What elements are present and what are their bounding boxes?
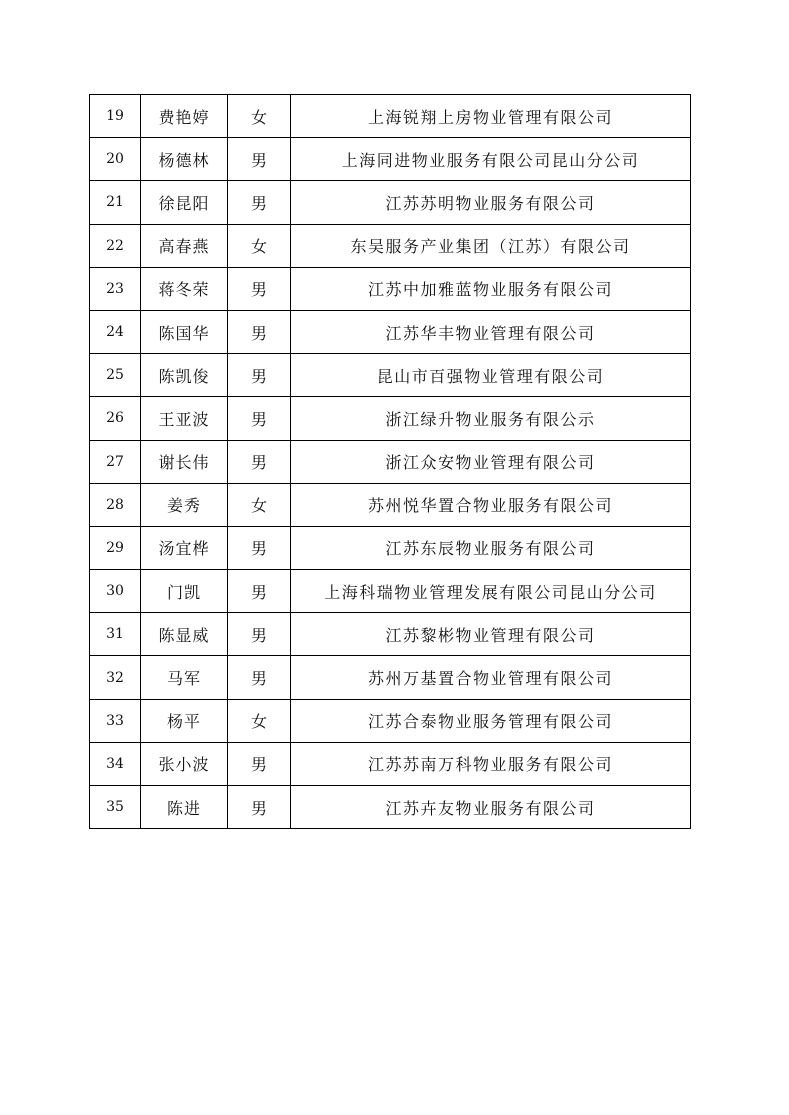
gender-cell: 男 [228, 440, 291, 483]
row-number-cell: 21 [90, 181, 141, 224]
table-row [90, 570, 691, 613]
gender-cell: 男 [228, 397, 291, 440]
gender-cell: 女 [228, 224, 291, 267]
company-cell: 昆山市百强物业管理有限公司 [291, 354, 691, 397]
company-cell: 江苏卉友物业服务有限公司 [291, 786, 691, 829]
row-number-cell: 22 [90, 224, 141, 267]
name-cell: 门凯 [141, 570, 228, 613]
row-number-cell: 23 [90, 267, 141, 310]
table-body [90, 95, 691, 829]
row-number-cell: 24 [90, 310, 141, 353]
row-number-cell: 31 [90, 613, 141, 656]
table-row [90, 224, 691, 267]
gender-cell: 男 [228, 526, 291, 569]
table-row [90, 613, 691, 656]
gender-cell: 男 [228, 656, 291, 699]
name-cell: 汤宜桦 [141, 526, 228, 569]
row-number-cell: 27 [90, 440, 141, 483]
name-cell: 马军 [141, 656, 228, 699]
name-cell: 蒋冬荣 [141, 267, 228, 310]
name-cell: 杨平 [141, 699, 228, 742]
row-number-cell: 33 [90, 699, 141, 742]
row-number-cell: 34 [90, 742, 141, 785]
table-row [90, 267, 691, 310]
table-row [90, 181, 691, 224]
name-cell: 陈显威 [141, 613, 228, 656]
gender-cell: 男 [228, 354, 291, 397]
company-cell: 上海同进物业服务有限公司昆山分公司 [291, 138, 691, 181]
company-cell: 上海锐翔上房物业管理有限公司 [291, 95, 691, 138]
table-row [90, 786, 691, 829]
company-cell: 江苏中加雅蓝物业服务有限公司 [291, 267, 691, 310]
row-number-cell: 35 [90, 786, 141, 829]
row-number-cell: 26 [90, 397, 141, 440]
gender-cell: 男 [228, 570, 291, 613]
table-row [90, 310, 691, 353]
name-cell: 徐昆阳 [141, 181, 228, 224]
gender-cell: 男 [228, 613, 291, 656]
row-number-cell: 25 [90, 354, 141, 397]
name-cell: 陈国华 [141, 310, 228, 353]
name-cell: 杨德林 [141, 138, 228, 181]
table-row [90, 742, 691, 785]
name-cell: 张小波 [141, 742, 228, 785]
company-cell: 江苏东辰物业服务有限公司 [291, 526, 691, 569]
company-cell: 苏州万基置合物业管理有限公司 [291, 656, 691, 699]
name-cell: 费艳婷 [141, 95, 228, 138]
gender-cell: 男 [228, 267, 291, 310]
name-cell: 高春燕 [141, 224, 228, 267]
company-cell: 浙江绿升物业服务有限公示 [291, 397, 691, 440]
gender-cell: 男 [228, 742, 291, 785]
table-row [90, 354, 691, 397]
company-cell: 江苏华丰物业管理有限公司 [291, 310, 691, 353]
name-cell: 陈凯俊 [141, 354, 228, 397]
gender-cell: 男 [228, 181, 291, 224]
gender-cell: 女 [228, 699, 291, 742]
company-cell: 江苏苏明物业服务有限公司 [291, 181, 691, 224]
row-number-cell: 29 [90, 526, 141, 569]
table-row [90, 440, 691, 483]
row-number-cell: 32 [90, 656, 141, 699]
gender-cell: 男 [228, 786, 291, 829]
gender-cell: 男 [228, 138, 291, 181]
company-cell: 江苏苏南万科物业服务有限公司 [291, 742, 691, 785]
company-cell: 苏州悦华置合物业服务有限公司 [291, 483, 691, 526]
table-row [90, 397, 691, 440]
row-number-cell: 20 [90, 138, 141, 181]
company-cell: 浙江众安物业管理有限公司 [291, 440, 691, 483]
gender-cell: 女 [228, 95, 291, 138]
table-row [90, 138, 691, 181]
gender-cell: 男 [228, 310, 291, 353]
company-cell: 江苏黎彬物业管理有限公司 [291, 613, 691, 656]
gender-cell: 女 [228, 483, 291, 526]
table-row [90, 95, 691, 138]
name-cell: 姜秀 [141, 483, 228, 526]
table-row [90, 699, 691, 742]
row-number-cell: 28 [90, 483, 141, 526]
row-number-cell: 19 [90, 95, 141, 138]
table-row [90, 656, 691, 699]
row-number-cell: 30 [90, 570, 141, 613]
company-cell: 上海科瑞物业管理发展有限公司昆山分公司 [291, 570, 691, 613]
name-cell: 王亚波 [141, 397, 228, 440]
personnel-table [89, 94, 691, 829]
name-cell: 陈进 [141, 786, 228, 829]
table-row [90, 483, 691, 526]
name-cell: 谢长伟 [141, 440, 228, 483]
table-row [90, 526, 691, 569]
company-cell: 东吴服务产业集团（江苏）有限公司 [291, 224, 691, 267]
company-cell: 江苏合泰物业服务管理有限公司 [291, 699, 691, 742]
